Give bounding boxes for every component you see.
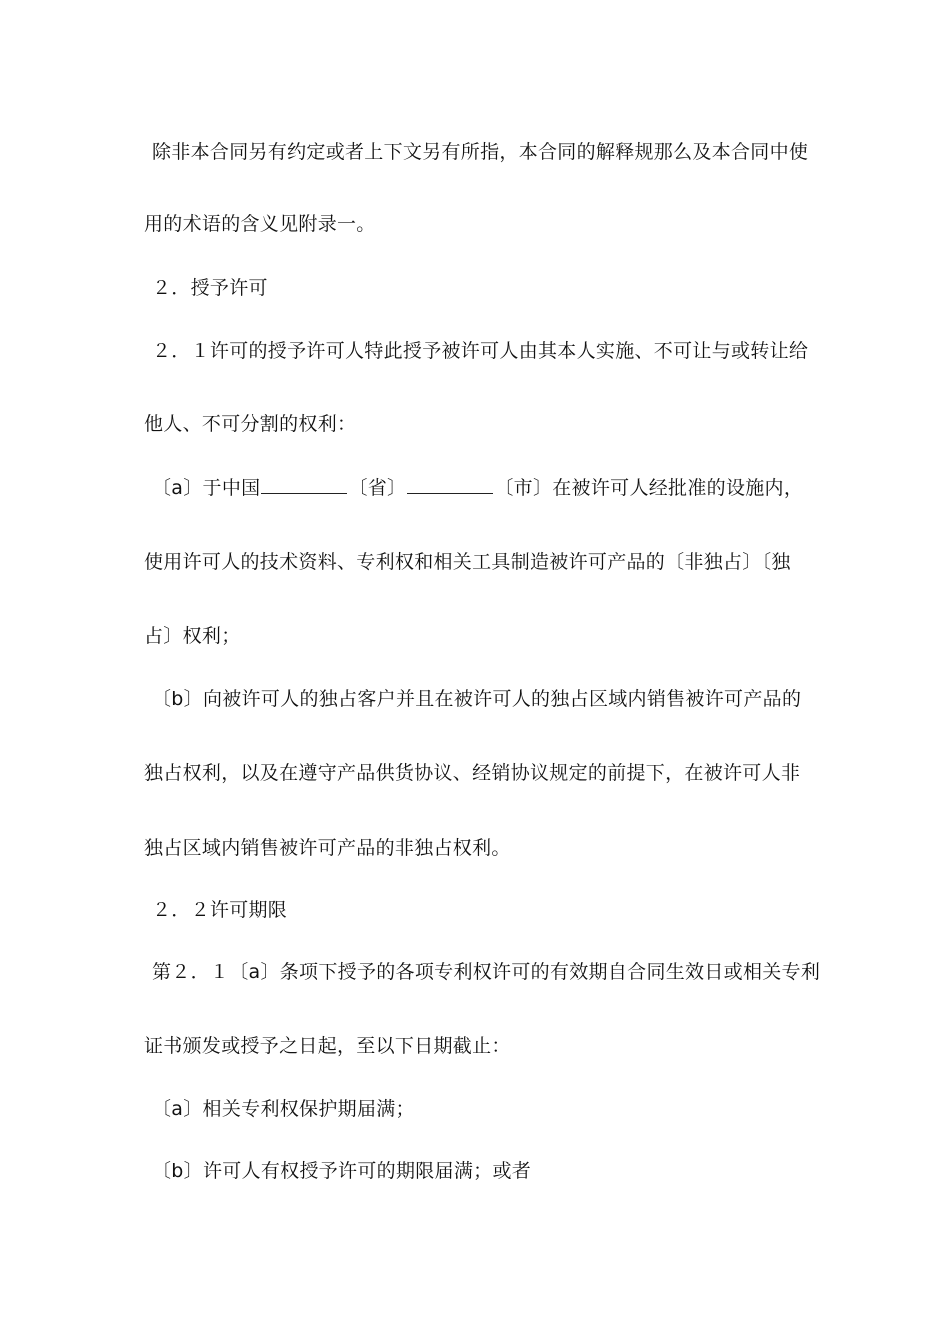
clause-line: 他人、不可分割的权利： <box>144 413 357 435</box>
clause-line: 使用许可人的技术资料、专利权和相关工具制造被许可产品的〔非独占〕〔独 <box>144 551 791 573</box>
paragraph-line: 用的术语的含义见附录一。 <box>144 213 376 235</box>
clause-line: 独占区域内销售被许可产品的非独占权利。 <box>144 837 511 859</box>
clause-line: 占〕权利； <box>144 625 241 647</box>
province-blank <box>261 475 347 494</box>
paragraph-line: 除非本合同另有约定或者上下文另有所指，本合同的解释规那么及本合同中使 <box>152 141 809 163</box>
clause-a-prefix: 〔a〕于中国 <box>152 477 261 499</box>
section-heading: ２．授予许可 <box>152 277 268 299</box>
city-blank <box>407 475 493 494</box>
section-heading: ２．２许可期限 <box>152 899 288 921</box>
clause-a-line <box>152 475 803 500</box>
clause-line: 证书颁发或授予之日起，至以下日期截止： <box>144 1035 511 1057</box>
clause-line: 独占权利，以及在遵守产品供货协议、经销协议规定的前提下，在被许可人非 <box>144 762 801 784</box>
clause-line: 第２．１〔a〕条项下授予的各项专利权许可的有效期自合同生效日或相关专利 <box>152 961 821 983</box>
clause-line: ２．１许可的授予许可人特此授予被许可人由其本人实施、不可让与或转让给 <box>152 340 809 362</box>
city-suffix: 〔市〕在被许可人经批准的设施内， <box>494 477 804 499</box>
clause-line: 〔b〕向被许可人的独占客户并且在被许可人的独占区域内销售被许可产品的 <box>152 688 802 710</box>
province-label: 〔省〕 <box>348 477 407 499</box>
list-item: 〔b〕许可人有权授予许可的期限届满；或者 <box>152 1160 532 1182</box>
list-item: 〔a〕相关专利权保护期届满； <box>152 1098 415 1120</box>
